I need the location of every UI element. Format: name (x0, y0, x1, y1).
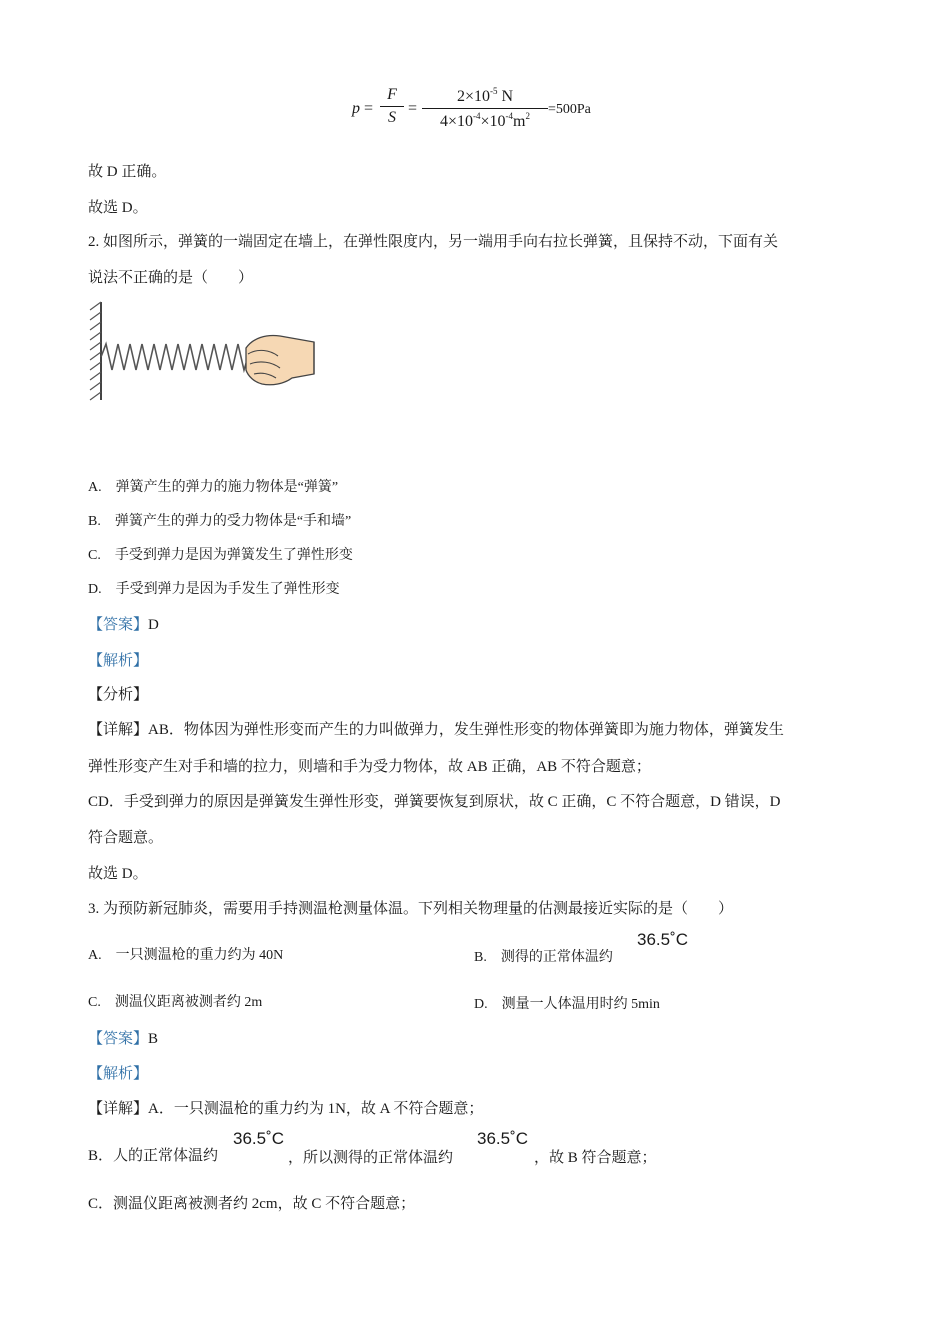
formula-frac-f-s (380, 86, 404, 127)
spring-hand-figure (88, 300, 318, 402)
question-2-stem-cont: 说法不正确的是（ ） (88, 270, 254, 286)
hand-icon (246, 336, 314, 385)
q3-jiexi-tag: 【解析】 (88, 1066, 149, 1082)
answer-value: D (148, 617, 159, 633)
text-line: 故选 D。 (88, 200, 148, 216)
q2-answer (88, 615, 159, 635)
formula-frac1-den: S (388, 109, 396, 126)
q3-detail-2a: B．人的正常体温约 (88, 1148, 219, 1164)
q2-detail-5: 故选 D。 (88, 866, 148, 882)
formula-result: =500Pa (548, 102, 591, 117)
formula-frac-values (422, 86, 548, 131)
q3-option-c: C. 测温仪距离被测者约 2m (88, 995, 263, 1010)
q2-fenxi-tag: 【分析】 (88, 687, 149, 703)
question-3-stem: 3. 为预防新冠肺炎，需要用手持测温枪测量体温。下列相关物理量的估测最接近实际的是（ ） (88, 901, 734, 917)
formula-eq1: = (364, 100, 374, 117)
formula-p: p (352, 100, 360, 117)
formula-eq2: = (408, 100, 418, 117)
formula-frac2-num: $2\times 10^{-5}$ N (422, 86, 548, 109)
q2-option-a: A. 弹簧产生的弹力的施力物体是“弹簧” (88, 480, 339, 495)
q3-detail-temp-2: 36.5˚C (477, 1129, 529, 1148)
question-2-stem: 2. 如图所示，弹簧的一端固定在墙上，在弹性限度内，另一端用手向右拉长弹簧，且保持不动，下面有关 (88, 234, 779, 250)
q3-detail-1: 【详解】A．一只测温枪的重力约为 1N，故 A 不符合题意； (88, 1101, 484, 1117)
q3-option-b-temp: 36.5˚C (637, 930, 689, 949)
q3-option-b: B. 测得的正常体温约 (474, 950, 613, 965)
q3-detail-2c: ，故 B 符合题意； (534, 1150, 657, 1166)
answer-value: B (148, 1031, 159, 1047)
q3-option-a: A. 一只测温枪的重力约为 40N (88, 948, 284, 963)
q3-answer (88, 1029, 158, 1049)
q3-option-d: D. 测量一人体温用时约 5min (474, 997, 660, 1012)
q3-detail-temp-1: 36.5˚C (233, 1129, 285, 1148)
q2-detail-1: 【详解】AB．物体因为弹性形变而产生的力叫做弹力，发生弹性形变的物体弹簧即为施力物体，弹簧发生 (88, 722, 784, 738)
q2-detail-3: CD．手受到弹力的原因是弹簧发生弹性形变，弹簧要恢复到原状，故 C 正确，C 不符合题意，D 错误，D (88, 794, 781, 810)
spring-icon (101, 344, 248, 370)
wall-icon (90, 302, 101, 400)
q2-option-d: D. 手受到弹力是因为手发生了弹性形变 (88, 582, 340, 597)
q3-detail-2b: ，所以测得的正常体温约 (288, 1150, 454, 1166)
formula-frac2-den: $4\times 10^{-4}\times 10^{-4}m^2$ (439, 111, 530, 130)
answer-tag: 【答案】 (88, 617, 149, 633)
q2-jiexi-tag: 【解析】 (88, 653, 149, 669)
q2-detail-4: 符合题意。 (88, 830, 164, 846)
q2-option-b: B. 弹簧产生的弹力的受力物体是“手和墙” (88, 514, 352, 529)
q3-detail-3: C．测温仪距离被测者约 2cm，故 C 不符合题意； (88, 1196, 416, 1212)
text-line: 故 D 正确。 (88, 164, 167, 180)
answer-tag: 【答案】 (88, 1031, 149, 1047)
formula-frac1-num: F (380, 86, 404, 107)
q2-option-c: C. 手受到弹力是因为弹簧发生了弹性形变 (88, 548, 353, 563)
q2-detail-2: 弹性形变产生对手和墙的拉力，则墙和手为受力物体，故 AB 正确，AB 不符合题意； (88, 759, 651, 775)
